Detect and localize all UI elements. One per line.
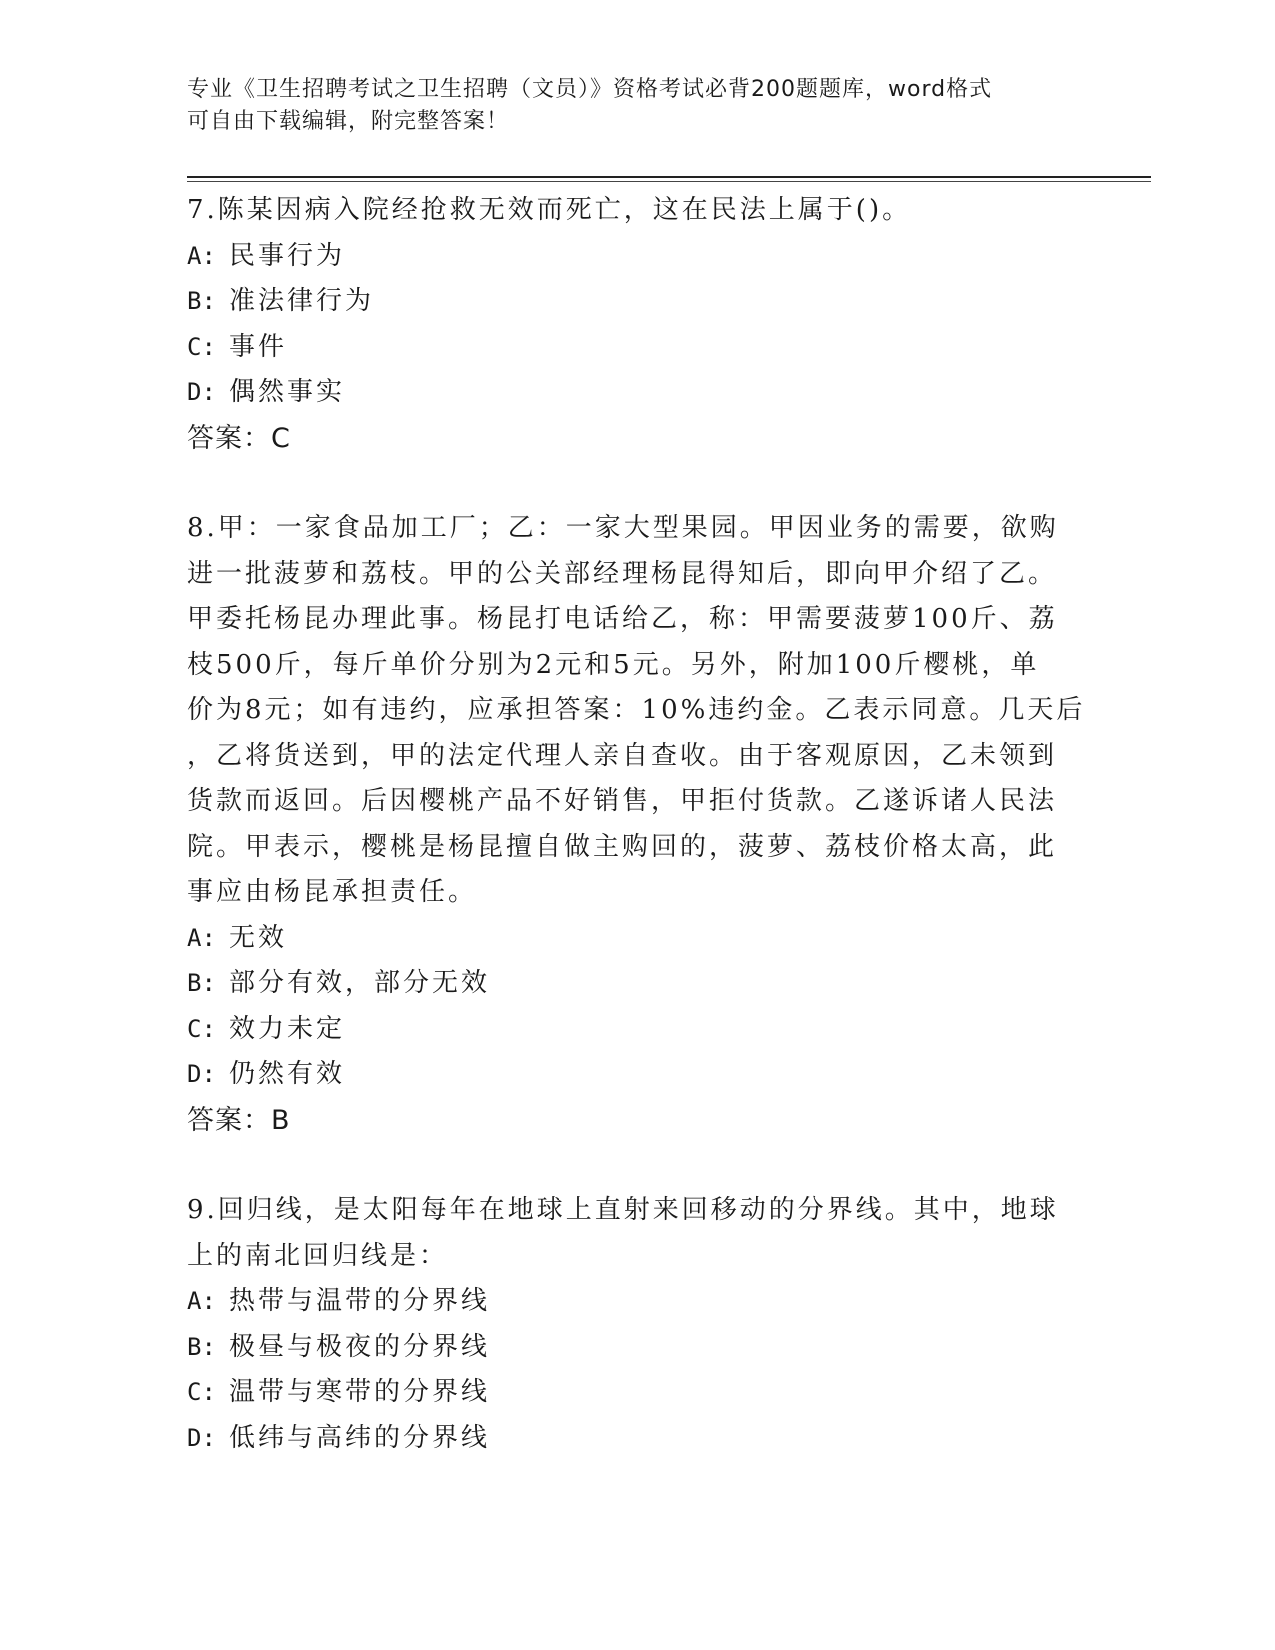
option-key: A: [187,1287,216,1315]
question-9 [187,1188,1087,1461]
question-list [187,188,1087,1461]
option-key: A: [187,241,216,270]
question-stem [187,1188,1087,1279]
option-text: 民事行为 [229,240,346,271]
question-spacer [187,461,1087,506]
page-header [187,74,1067,138]
option-text: 部分有效，部分无效 [229,968,491,998]
question-stem-line: 事应由杨昆承担责任。 [187,877,478,907]
option-key: D: [187,378,216,406]
question-stem-line: 货款而返回。后因樱桃产品不好销售，甲拒付货款。乙遂诉诸人民法 [187,786,1058,816]
answer-line: 答案：B [187,1104,291,1136]
question-spacer [187,1143,1087,1188]
option-text: 温带与寒带的分界线 [229,1377,491,1407]
option-c [187,1007,1087,1053]
option-key: C: [187,332,216,361]
option-a [187,916,1087,962]
question-stem-line: 甲委托杨昆办理此事。杨昆打电话给乙，称：甲需要菠萝100斤、荔 [187,604,1058,634]
option-a [187,1279,1087,1325]
option-key: B: [187,969,216,997]
option-text: 偶然事实 [229,377,346,407]
question-stem-line: 进一批菠萝和荔枝。甲的公关部经理杨昆得知后，即向甲介绍了乙。 [187,558,1058,589]
option-text: 无效 [229,922,288,953]
question-stem-line: 枝500斤，每斤单价分别为2元和5元。另外，附加100斤樱桃，单 [187,649,1040,680]
option-key: C: [187,1378,216,1406]
header-title-line-2: 可自由下载编辑，附完整答案！ [187,109,510,134]
answer-line: 答案：C [187,422,291,454]
question-stem-line: 上的南北回归线是： [187,1240,449,1271]
question-stem-line: 7.陈某因病入院经抢救无效而死亡，这在民法上属于()。 [187,195,912,225]
option-text: 极昼与极夜的分界线 [229,1331,491,1362]
option-text: 效力未定 [229,1013,346,1044]
option-b [187,961,1087,1007]
option-key: C: [187,1014,216,1043]
option-d [187,370,1087,416]
option-key: B: [187,287,216,315]
question-stem [187,506,1087,916]
question-stem [187,188,1087,234]
question-stem-line: 院。甲表示，樱桃是杨昆擅自做主购回的，菠萝、荔枝价格太高，此 [187,831,1058,862]
option-text: 事件 [229,331,288,362]
option-text: 低纬与高纬的分界线 [229,1422,491,1453]
option-a [187,234,1087,280]
option-d [187,1416,1087,1462]
option-b [187,279,1087,325]
option-b [187,1325,1087,1371]
option-c [187,1370,1087,1416]
option-c [187,325,1087,371]
option-text: 仍然有效 [229,1059,346,1089]
question-stem-line: 价为8元；如有违约，应承担答案：10%违约金。乙表示同意。几天后 [187,695,1086,725]
header-title-line-1: 专业《卫生招聘考试之卫生招聘（文员）》资格考试必背200题题库，word格式 [187,77,993,102]
option-key: B: [187,1332,216,1361]
option-text: 热带与温带的分界线 [229,1286,491,1316]
question-stem-line: ，乙将货送到，甲的法定代理人亲自查收。由于客观原因，乙未领到 [187,740,1058,771]
option-key: A: [187,923,216,952]
option-d [187,1052,1087,1098]
question-7 [187,188,1087,461]
option-text: 准法律行为 [229,286,375,316]
header-divider [187,176,1151,178]
option-key: D: [187,1423,216,1452]
option-key: D: [187,1060,216,1088]
question-stem-line: 8.甲：一家食品加工厂；乙：一家大型果园。甲因业务的需要，欲购 [187,513,1059,543]
question-8 [187,506,1087,1143]
question-stem-line: 9.回归线，是太阳每年在地球上直射来回移动的分界线。其中，地球 [187,1195,1059,1225]
header-divider-thin [187,181,1151,182]
